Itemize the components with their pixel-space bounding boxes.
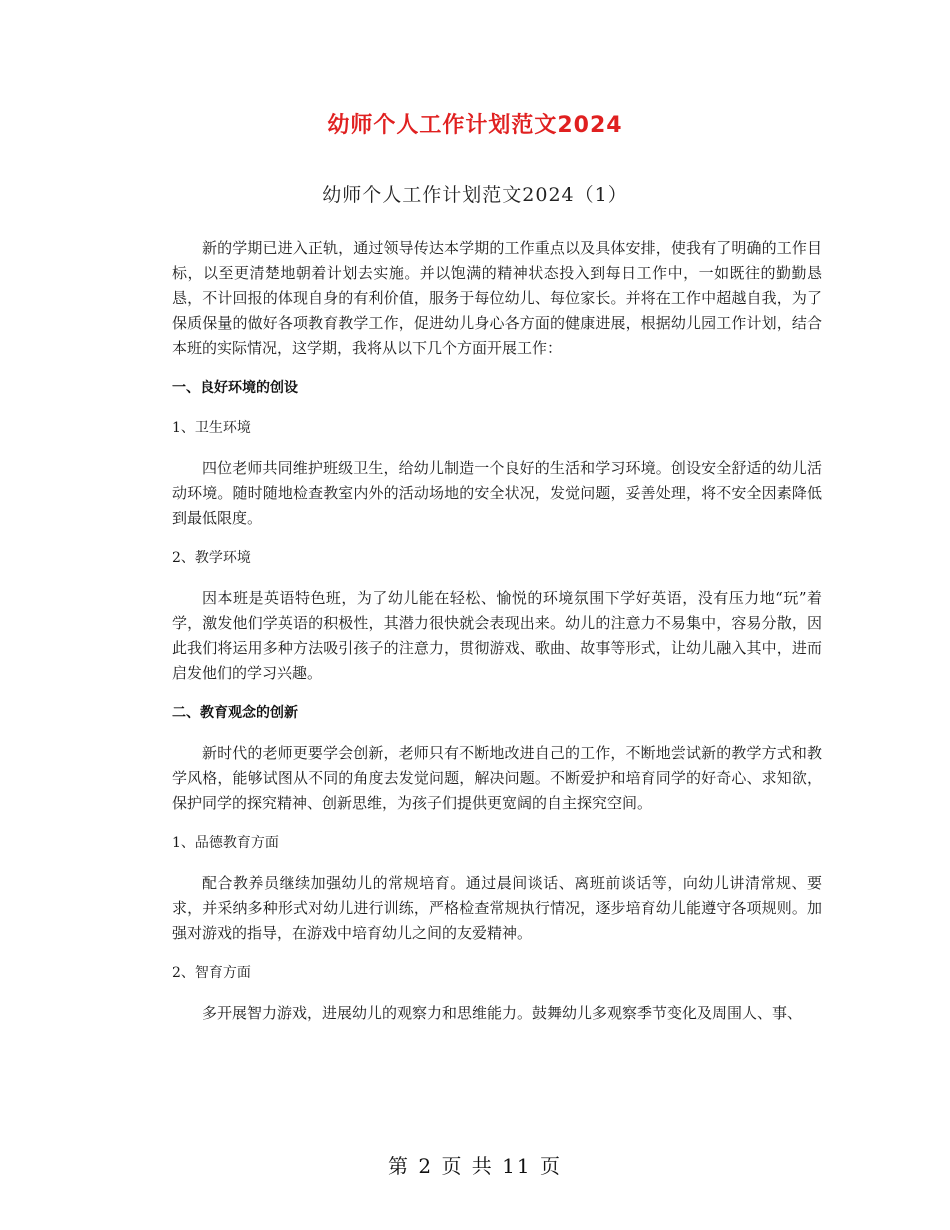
subheading-hygiene: 1、卫生环境: [172, 420, 251, 436]
subheading-intellectual-education: 2、智育方面: [172, 965, 251, 981]
section-heading-environment: 一、良好环境的创设: [172, 380, 298, 396]
page-number: 第 2 页 共 11 页: [388, 1154, 562, 1178]
subheading-teaching-environment: 2、教学环境: [172, 550, 251, 566]
document-title: 幼师个人工作计划范文2024: [327, 113, 623, 138]
hygiene-paragraph: 四位老师共同维护班级卫生，给幼儿制造一个良好的生活和学习环境。创设安全舒适的幼儿活动环境。随时随地检查教室内外的活动场地的安全状况，发觉问题，妥善处理，将不安全因素降低到最低限度。: [172, 459, 822, 527]
document-subtitle: 幼师个人工作计划范文2024（1）: [322, 184, 628, 206]
section-heading-innovation: 二、教育观念的创新: [172, 705, 298, 721]
subheading-moral-education: 1、品德教育方面: [172, 835, 279, 851]
intro-paragraph: 新的学期已进入正轨，通过领导传达本学期的工作重点以及具体安排，使我有了明确的工作目标，以至更清楚地朝着计划去实施。并以饱满的精神状态投入到每日工作中，一如既往的勤勤恳恳，不计回报的体现自身的有利价值，服务于每位幼儿、每位家长。并将在工作中超越自我，为了保质保量的做好各项教育教学工作，促进幼儿身心各方面的健康进展，根据幼儿园工作计划，结合本班的实际情况，这学期，我将从以下几个方面开展工作：: [172, 239, 822, 357]
moral-education-paragraph: 配合教养员继续加强幼儿的常规培育。通过晨间谈话、离班前谈话等，向幼儿讲清常规、要求，并采纳多种形式对幼儿进行训练，严格检查常规执行情况，逐步培育幼儿能遵守各项规则。加强对游戏的指导，在游戏中培育幼儿之间的友爱精神。: [172, 874, 822, 942]
teaching-environment-paragraph: 因本班是英语特色班，为了幼儿能在轻松、愉悦的环境氛围下学好英语，没有压力地“玩”着学，激发他们学英语的积极性，其潜力很快就会表现出来。幼儿的注意力不易集中，容易分散，因此我们将运用多种方法吸引孩子的注意力，贯彻游戏、歌曲、故事等形式，让幼儿融入其中，进而启发他们的学习兴趣。: [172, 589, 822, 682]
document-body: [172, 236, 822, 1041]
innovation-paragraph: 新时代的老师更要学会创新，老师只有不断地改进自己的工作，不断地尝试新的教学方式和教学风格，能够试图从不同的角度去发觉问题，解决问题。不断爱护和培育同学的好奇心、求知欲，保护同学的探究精神、创新思维，为孩子们提供更宽阔的自主探究空间。: [172, 744, 822, 812]
intellectual-education-paragraph: 多开展智力游戏，进展幼儿的观察力和思维能力。鼓舞幼儿多观察季节变化及周围人、事、: [202, 1004, 803, 1022]
